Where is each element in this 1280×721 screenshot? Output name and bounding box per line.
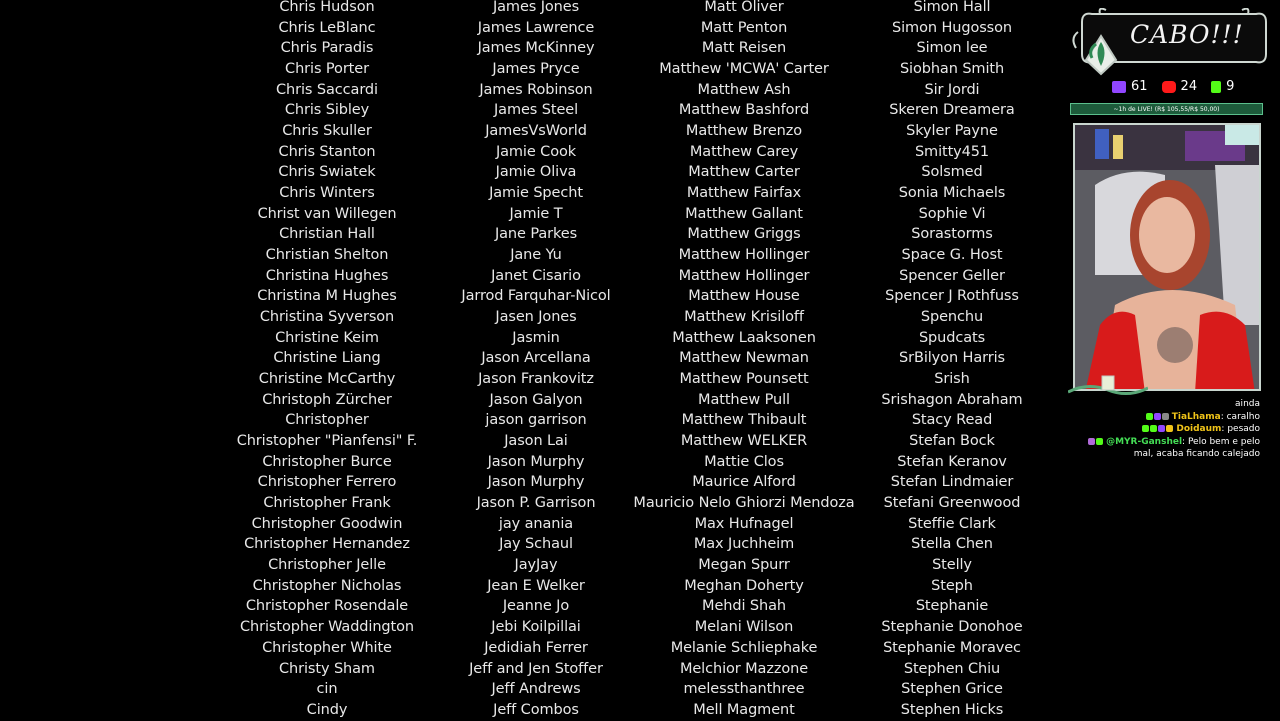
credit-name: Matthew Thibault: [681, 412, 807, 429]
youtube-viewer-count: 24: [1180, 79, 1198, 94]
chat-username: Doidaum: [1176, 424, 1222, 434]
credit-name: Matthew Ash: [697, 81, 791, 98]
credit-name: Christina Syverson: [259, 309, 395, 326]
credit-name: Jason Murphy: [487, 453, 585, 470]
credit-name: Jay Schaul: [499, 536, 573, 553]
credit-name: Simon lee: [916, 40, 988, 57]
credit-name: Meghan Doherty: [684, 577, 804, 594]
live-goal-bar: ~1h de LIVE! (R$ 105,55/R$ 50,00): [1070, 103, 1263, 115]
credit-name: Chris Sibley: [284, 102, 370, 119]
credit-name: Melchior Mazzone: [679, 660, 809, 677]
chat-text: pesado: [1227, 424, 1260, 434]
chat-badges: [1142, 423, 1174, 436]
credit-name: Jebi Koilpillai: [491, 619, 581, 636]
credit-name: Christopher "Pianfensi" F.: [236, 433, 418, 450]
credit-name: Christopher White: [262, 639, 392, 656]
credit-name: James Pryce: [492, 61, 580, 78]
credit-name: JayJay: [514, 557, 558, 574]
credit-name: Christina M Hughes: [257, 288, 397, 305]
credit-name: Matthew Hollinger: [678, 267, 810, 284]
credit-name: Chris Winters: [279, 185, 375, 202]
credit-name: Spencer J Rothfuss: [885, 288, 1019, 305]
credit-name: Stella Chen: [911, 536, 993, 553]
credit-name: Mehdi Shah: [702, 598, 786, 615]
credit-name: Jason Frankovitz: [478, 371, 594, 388]
credit-name: Matthew Griggs: [687, 226, 801, 243]
credit-name: Matthew Carey: [689, 143, 799, 160]
credit-name: Simon Hall: [913, 0, 991, 15]
credit-name: Chris Skuller: [282, 123, 372, 140]
credit-name: Matthew Laaksonen: [672, 329, 816, 346]
credit-name: Space G. Host: [901, 247, 1003, 264]
credit-name: JamesVsWorld: [485, 123, 587, 140]
credit-name: Jason Galyon: [489, 391, 583, 408]
credit-name: Matt Penton: [700, 19, 788, 36]
credit-name: Matthew Newman: [679, 350, 809, 367]
credit-name: cin: [316, 681, 338, 698]
credit-name: Matt Oliver: [704, 0, 784, 15]
credit-name: James McKinney: [477, 40, 595, 57]
chat-message: Doidaum: pesado: [1060, 423, 1276, 436]
twitch-viewer-count: 61: [1131, 79, 1148, 94]
credit-name: Jeff Combos: [493, 701, 579, 718]
credit-name: Stephen Hicks: [900, 701, 1004, 718]
credit-name: Max Hufnagel: [694, 515, 794, 532]
twitch-viewers: [1112, 79, 1148, 94]
credit-name: Stefan Lindmaier: [890, 474, 1014, 491]
credit-name: Chris Swiatek: [278, 164, 376, 181]
credit-name: Matthew Bashford: [678, 102, 810, 119]
credit-name: James Robinson: [479, 81, 593, 98]
credit-name: Christopher Jelle: [268, 557, 386, 574]
credit-name: Smitty451: [914, 143, 990, 160]
credit-name: Jeanne Jo: [502, 598, 570, 615]
chat-text: Pelo bem e pelo mal, acaba ficando calejado: [1133, 436, 1260, 459]
credit-name: Matthew Pull: [698, 391, 790, 408]
credit-name: Jasmin: [512, 329, 560, 346]
viewer-stats: [1112, 79, 1234, 94]
youtube-viewers: [1162, 79, 1198, 94]
credit-name: Mauricio Nelo Ghiorzi Mendoza: [633, 495, 855, 512]
credit-name: Stefan Bock: [909, 433, 995, 450]
stream-overlay: [1060, 0, 1280, 720]
chat-username: TiaLhama: [1171, 411, 1221, 422]
credit-name: Matthew House: [688, 288, 800, 305]
credit-name: Skeren Dreamera: [889, 102, 1015, 119]
credit-name: Jamie Cook: [495, 143, 577, 160]
credit-name: Jason Lai: [504, 433, 568, 450]
credit-name: Max Juchheim: [693, 536, 795, 553]
credit-name: Sir Jordi: [924, 81, 980, 98]
credit-name: Megan Spurr: [698, 557, 790, 574]
credit-name: Christine Liang: [273, 350, 381, 367]
credit-name: Christopher Burce: [262, 453, 392, 470]
credit-name: Jane Yu: [510, 247, 562, 264]
credit-name: Steph: [931, 577, 973, 594]
credit-name: Christian Shelton: [265, 247, 389, 264]
webcam-image: [1075, 125, 1261, 391]
credit-name: jason garrison: [485, 412, 587, 429]
credit-name: Christian Hall: [279, 226, 375, 243]
credit-name: Janet Cisario: [491, 267, 581, 284]
credit-name: Matthew Krisiloff: [684, 309, 804, 326]
credit-name: Skyler Payne: [906, 123, 998, 140]
kick-viewers: [1211, 79, 1234, 94]
credit-name: Matthew WELKER: [680, 433, 808, 450]
kick-icon: [1211, 81, 1221, 93]
twitch-icon: [1112, 81, 1126, 93]
credit-name: Christ van Willegen: [257, 205, 397, 222]
credit-name: Jamie T: [509, 205, 563, 222]
credit-name: Christina Hughes: [265, 267, 389, 284]
credit-name: Stefani Greenwood: [883, 495, 1021, 512]
credit-name: Matthew Carter: [688, 164, 800, 181]
credit-name: Solsmed: [921, 164, 983, 181]
credit-name: Jedidiah Ferrer: [484, 639, 588, 656]
credit-name: Chris Paradis: [280, 40, 374, 57]
credit-name: Jamie Specht: [489, 185, 583, 202]
credit-name: Christopher Frank: [263, 495, 391, 512]
credit-name: Melani Wilson: [694, 619, 794, 636]
credit-name: Stacy Read: [911, 412, 993, 429]
credit-name: Spudcats: [918, 329, 986, 346]
credit-name: Chris LeBlanc: [278, 19, 376, 36]
credit-name: jay anania: [498, 515, 574, 532]
leaf-emblem-icon: [1078, 30, 1124, 78]
credit-name: Chris Stanton: [278, 143, 376, 160]
credit-name: Jason P. Garrison: [476, 495, 596, 512]
credit-name: Stephanie Donohoe: [881, 619, 1023, 636]
credit-name: Stephanie: [915, 598, 989, 615]
chat-badges: [1146, 411, 1170, 424]
credit-name: Matthew Fairfax: [686, 185, 802, 202]
credit-name: Christopher Waddington: [240, 619, 414, 636]
credit-name: Sophie Vi: [918, 205, 986, 222]
credit-name: Christopher Ferrero: [257, 474, 397, 491]
credit-name: Christopher Hernandez: [244, 536, 410, 553]
credit-name: Sonia Michaels: [898, 185, 1006, 202]
credits-column-4: [822, 0, 1082, 721]
credit-name: SrBilyon Harris: [899, 350, 1005, 367]
credit-name: James Jones: [492, 0, 580, 15]
chat-badges: [1088, 436, 1104, 449]
credit-name: Stephanie Moravec: [883, 639, 1021, 656]
credit-name: Jean E Welker: [487, 577, 585, 594]
credit-name: Matthew 'MCWA' Carter: [659, 61, 829, 78]
credit-name: Christoph Zürcher: [262, 391, 392, 408]
credit-name: Christopher Nicholas: [252, 577, 402, 594]
chat-text: caralho: [1226, 411, 1260, 422]
credit-name: Jason Murphy: [487, 474, 585, 491]
credit-name: Spenchu: [920, 309, 984, 326]
credit-name: Mell Magment: [693, 701, 795, 718]
chat-username: @MYR-Ganshel: [1106, 436, 1183, 447]
youtube-icon: [1162, 81, 1176, 93]
kick-viewer-count: 9: [1226, 79, 1235, 94]
credit-name: Jason Arcellana: [481, 350, 591, 367]
credit-name: Srish: [934, 371, 970, 388]
credit-name: Matthew Gallant: [685, 205, 803, 222]
webcam-feed: [1073, 123, 1261, 391]
credit-name: Jasen Jones: [495, 309, 577, 326]
credit-name: Jarrod Farquhar-Nicol: [461, 288, 611, 305]
credit-name: Simon Hugosson: [892, 19, 1012, 36]
credit-name: Christine Keim: [275, 329, 379, 346]
credit-name: Stephen Chiu: [903, 660, 1001, 677]
chat-prev-tail: ainda: [1235, 399, 1260, 409]
credit-name: Matthew Hollinger: [678, 247, 810, 264]
credit-name: Spencer Geller: [899, 267, 1005, 284]
credit-name: Melanie Schliephake: [670, 639, 818, 656]
credit-name: Jamie Oliva: [495, 164, 577, 181]
credit-name: Chris Hudson: [279, 0, 375, 15]
credit-name: Jeff Andrews: [491, 681, 581, 698]
credit-name: Steffie Clark: [908, 515, 996, 532]
credit-name: Siobhan Smith: [899, 61, 1005, 78]
credit-name: James Steel: [493, 102, 579, 119]
credit-name: Matthew Brenzo: [685, 123, 803, 140]
chat-panel: [1060, 398, 1276, 461]
credit-name: Maurice Alford: [692, 474, 796, 491]
credit-name: melessthanthree: [683, 681, 805, 698]
credit-name: Stelly: [932, 557, 972, 574]
credit-name: James Lawrence: [477, 19, 595, 36]
credit-name: Christopher Goodwin: [251, 515, 403, 532]
chat-message: @MYR-Ganshel: Pelo bem e pelo mal, acaba ficando calejado: [1060, 436, 1276, 461]
credit-name: Matt Reisen: [701, 40, 787, 57]
credit-name: Jane Parkes: [494, 226, 578, 243]
credit-name: Christopher: [285, 412, 369, 429]
credit-name: Stephen Grice: [901, 681, 1003, 698]
credit-name: Cindy: [306, 701, 348, 718]
credit-name: Stefan Keranov: [897, 453, 1007, 470]
credit-name: Christopher Rosendale: [245, 598, 409, 615]
credit-name: Christy Sham: [279, 660, 375, 677]
credit-name: Srishagon Abraham: [881, 391, 1023, 408]
credit-name: Sorastorms: [911, 226, 993, 243]
credit-name: Christine McCarthy: [258, 371, 396, 388]
credit-name: Mattie Clos: [704, 453, 784, 470]
chat-message: TiaLhama: caralho: [1060, 411, 1276, 424]
credit-name: Chris Saccardi: [276, 81, 378, 98]
credit-name: Jeff and Jen Stoffer: [469, 660, 603, 677]
credit-name: Matthew Pounsett: [679, 371, 809, 388]
credit-name: Chris Porter: [285, 61, 369, 78]
stream-title: CABO!!!: [1130, 20, 1244, 49]
